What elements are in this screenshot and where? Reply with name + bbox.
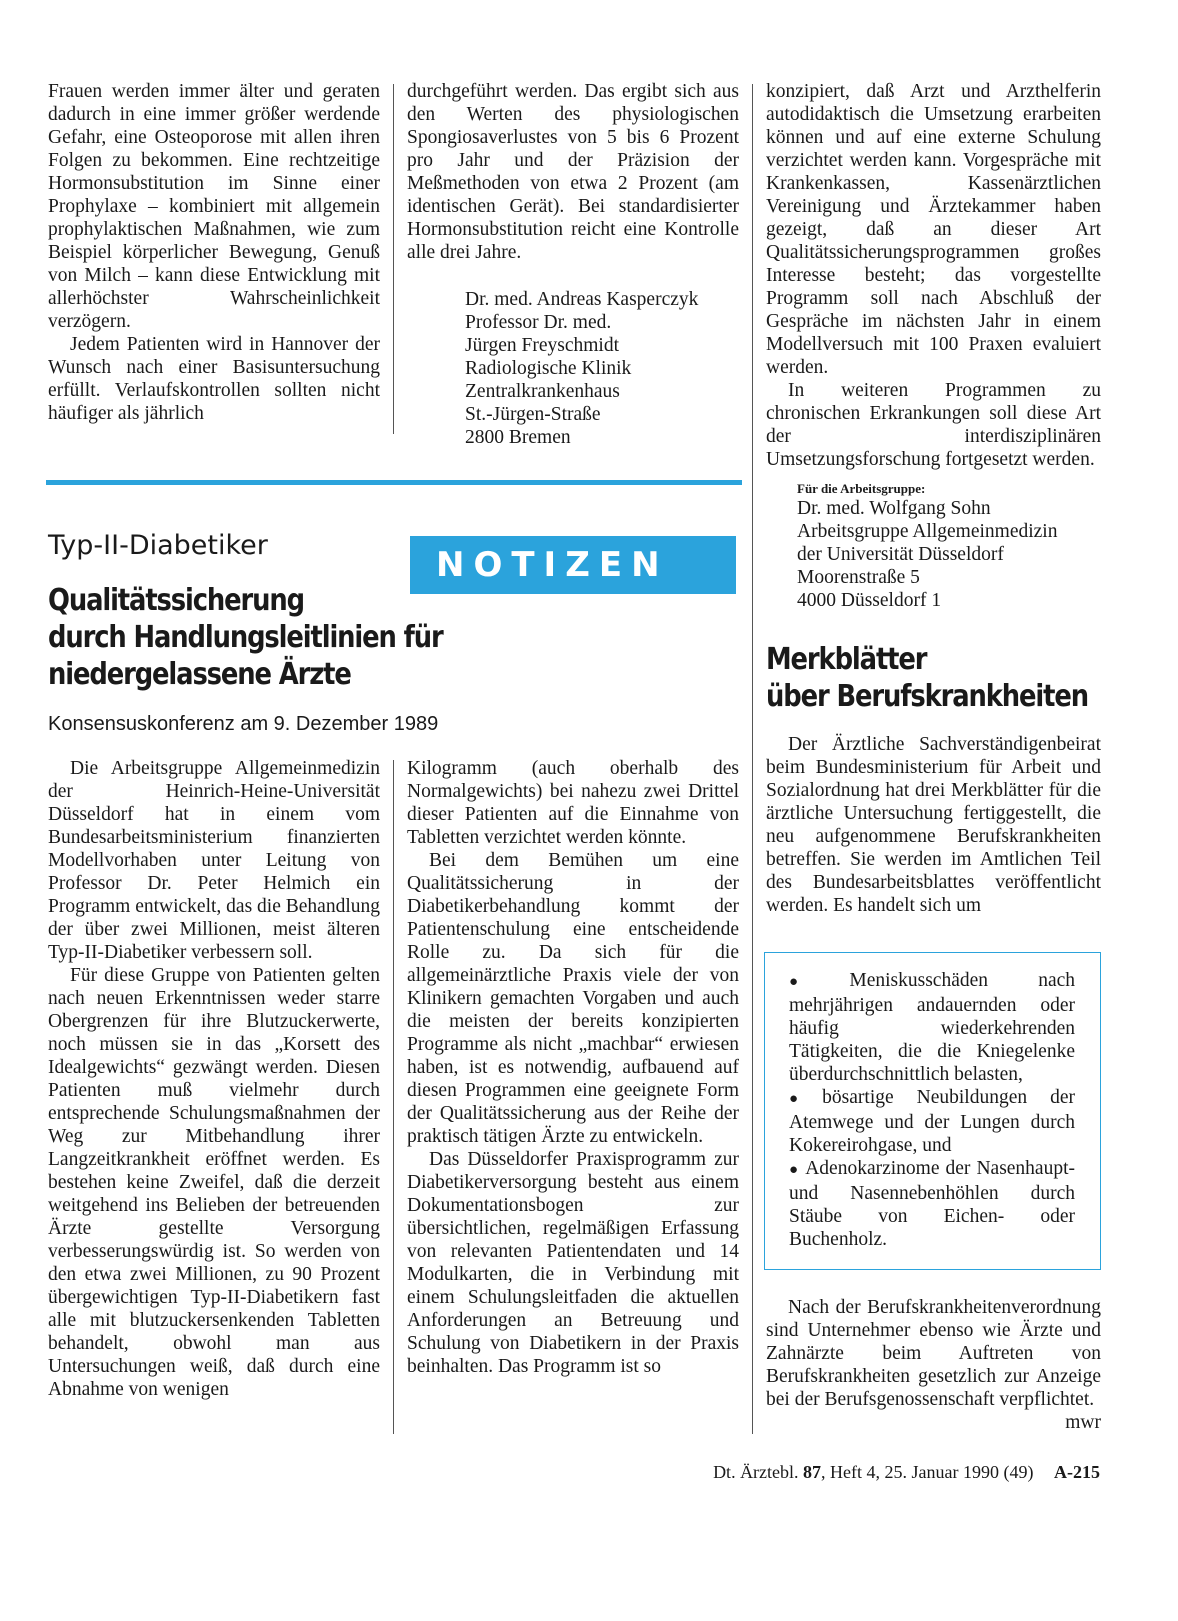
paragraph: In weiteren Programmen zu chronischen Erkrankungen soll diese Art der interdisziplinären Umsetzungsforschung fortgesetzt werden.: [766, 380, 1101, 470]
address-line: 2800 Bremen: [465, 427, 571, 448]
article-headline: [48, 582, 443, 693]
journal-name: Dt. Ärztebl.: [713, 1462, 799, 1482]
paragraph: durchgeführt werden. Das ergibt sich aus den Werten des physiologischen Spongiosaverlustes von 5 bis 6 Prozent pro Jahr und der Präzision der Meßmethoden von etwa 2 Prozent (am identischen Gerät). Bei standardisierter Hormonsubstitution reicht eine Kontrolle alle drei Jahre.: [407, 81, 739, 263]
list-item-text: Meniskusschäden nach mehrjährigen andauernden oder häufig wiederkehrenden Tätigkeiten, die die Kniegelenke überdurchschnittlich belasten,: [789, 970, 1076, 1085]
article2-intro: [766, 733, 1101, 917]
column-divider: [393, 84, 394, 434]
section-rule: [46, 480, 742, 485]
address-line: St.-Jürgen-Straße: [465, 404, 601, 425]
article2-closing: [766, 1296, 1101, 1434]
list-item-text: bösartige Neubildungen der Atemwege und der Lungen durch Kokereirohgase, und: [789, 1087, 1075, 1156]
top-col1: [48, 80, 380, 425]
paragraph: [766, 1296, 1101, 1433]
paragraph: Jedem Patienten wird in Hannover der Wunsch nach einer Basisuntersuchung erfüllt. Verlaufskontrollen sollten nicht häufiger als jährlich: [48, 334, 380, 424]
headline-line: Qualitätssicherung: [48, 583, 304, 618]
list-item: [789, 969, 1075, 1086]
page-footer: [713, 1462, 1100, 1483]
address-line: Arbeitsgruppe Allgemeinmedizin: [797, 521, 1058, 542]
headline-line: niedergelassene Ärzte: [48, 657, 351, 692]
group-address: [797, 497, 1057, 612]
paragraph: Das Düsseldorfer Praxisprogramm zur Diabetikerversorgung besteht aus einem Dokumentationsbogen zur übersichtlichen, regelmäßigen Erfassung von relevanten Patientendaten und 14 Modulkarten, die in Verbindung mit einem Schulungsleitfaden die aktuellen Anforderungen an Betreuung und Schulung von Diabetikern in der Praxis beinhalten. Das Programm ist so: [407, 1149, 739, 1377]
bullet-icon: ●: [789, 1091, 817, 1107]
group-label: Für die Arbeitsgruppe:: [797, 481, 926, 496]
address-line: Dr. med. Andreas Kasperczyk: [465, 289, 699, 310]
address-line: der Universität Düsseldorf: [797, 544, 1004, 565]
closing-text: Nach der Berufskrankheitenverordnung sind Unternehmer ebenso wie Ärzte und Zahnärzte beim Auftreten von Berufskrankheiten gesetzlich zur Anzeige bei der Berufsgenossenschaft verpflichtet.: [766, 1297, 1101, 1410]
headline-line: durch Handlungsleitlinien für: [48, 620, 443, 655]
list-item-text: Adenokarzinome der Nasenhaupt- und Nasennebenhöhlen durch Stäube von Eichen- oder Buchenholz.: [789, 1158, 1075, 1250]
list-item: [789, 1086, 1075, 1157]
address-line: Dr. med. Wolfgang Sohn: [797, 498, 991, 519]
bullet-box: [764, 952, 1101, 1270]
bullet-list: [789, 969, 1075, 1251]
article2-headline: [766, 641, 1088, 715]
address-line: Jürgen Freyschmidt: [465, 335, 620, 356]
list-item: [789, 1157, 1075, 1251]
paragraph: Der Ärztliche Sachverständigenbeirat beim Bundesministerium für Arbeit und Sozialordnung hat drei Merkblätter für die ärztliche Untersuchung fertiggestellt, die neu aufgenommene Berufskrankheiten betreffen. Sie werden im Amtlichen Teil des Bundesarbeitsblattes veröffentlicht werden. Es handelt sich um: [766, 734, 1101, 916]
address-line: Moorenstraße 5: [797, 567, 920, 588]
paragraph: Die Arbeitsgruppe Allgemeinmedizin der Heinrich-Heine-Universität Düsseldorf hat in einem vom Bundesarbeitsministerium finanzierten Modellvorhaben unter Leitung von Professor Dr. Peter Helmich ein Programm entwickelt, das die Behandlung der über zwei Millionen, meist älteren Typ-II-Diabetiker verbessern soll.: [48, 758, 380, 963]
bullet-icon: ●: [789, 1162, 800, 1178]
top-col3: [766, 80, 1101, 471]
headline-line: Merkblätter: [766, 642, 927, 677]
address-line: 4000 Düsseldorf 1: [797, 590, 942, 611]
address-line: Radiologische Klinik: [465, 358, 632, 379]
address-line: Professor Dr. med.: [465, 312, 612, 333]
column-divider: [752, 84, 753, 1434]
author-address: [465, 288, 698, 449]
address-line: Zentralkrankenhaus: [465, 381, 620, 402]
top-col2: [407, 80, 739, 264]
bullet-icon: ●: [789, 974, 844, 990]
paragraph: Bei dem Bemühen um eine Qualitätssicherung in der Diabetikerbehandlung kommt der Patientenschulung eine entscheidende Rolle zu. Da sich für die allgemeinärztliche Praxis viele der von Klinikern gemachten Vorgaben und auch die meisten der bereits konzipierten Programme als nicht „machbar“ erwiesen haben, ist es notwendig, aufbauend auf diesen Programmen eine geeignete Form der Qualitätssicherung aus der Reihe der praktisch tätigen Ärzte zu entwickeln.: [407, 850, 739, 1147]
paragraph: Kilogramm (auch oberhalb des Normalgewichts) bei nahezu zwei Drittel dieser Patienten auf die Einnahme von Tabletten verzichtet werden könnte.: [407, 758, 739, 848]
article1-col1: [48, 757, 380, 1401]
paragraph: Frauen werden immer älter und geraten dadurch in eine immer größer werdende Gefahr, eine Osteoporose mit allen ihren Folgen zu bekommen. Eine rechtzeitige Hormonsubstitution im Sinne einer Prophylaxe – kombiniert mit allgemein prophylaktischen Maßnahmen, wie zum Beispiel körperlicher Bewegung, Genuß von Milch – kann diese Entwicklung mit allerhöchster Wahrscheinlichkeit verzögern.: [48, 81, 380, 332]
paragraph: Für diese Gruppe von Patienten gelten nach neuen Erkenntnissen weder starre Obergrenzen für ihre Blutzuckerwerte, noch müssen sie in das „Korsett des Idealgewichts“ gezwängt werden. Diesen Patienten muß vielmehr durch entsprechende Schulungsmaßnahmen der Weg zur Mitbehandlung ihrer Langzeitkrankheit eröffnet werden. Es bestehen keine Zweifel, daß die derzeit weitgehend ins Belieben der betreuenden Ärzte gestellte Versorgung verbesserungswürdig ist. So werden von den etwa zwei Millionen, zu 90 Prozent übergewichtigen Typ-II-Diabetikern fast alle mit blutzuckersenkenden Tabletten behandelt, obwohl man aus Untersuchungen weiß, daß durch eine Abnahme von wenigen: [48, 965, 380, 1400]
notizen-badge: NOTIZEN: [410, 536, 736, 594]
page-number: A-215: [1054, 1462, 1100, 1482]
article1-col2: [407, 757, 739, 1378]
paragraph: konzipiert, daß Arzt und Arzthelferin autodidaktisch die Umsetzung erarbeiten können und auf eine externe Schulung verzichtet werden kann. Vorgespräche mit Krankenkassen, Kassenärztlichen Vereinigung und Ärztekammer haben gezeigt, daß an dieser Art Qualitätssicherungsprogrammen großes Interesse besteht; das vorgestellte Programm soll nach Abschluß der Gespräche im nächsten Jahr in einem Modellversuch mit 100 Praxen evaluiert werden.: [766, 81, 1101, 378]
article-subline: Konsensuskonferenz am 9. Dezember 1989: [48, 713, 439, 735]
author-sign: mwr: [1065, 1412, 1101, 1433]
rubric: Typ-II-Diabetiker: [48, 530, 268, 561]
column-divider: [393, 760, 394, 1434]
journal-issue: , Heft 4, 25. Januar 1990 (49): [821, 1462, 1034, 1482]
headline-line: über Berufskrankheiten: [766, 679, 1089, 714]
journal-volume: 87: [803, 1462, 822, 1482]
